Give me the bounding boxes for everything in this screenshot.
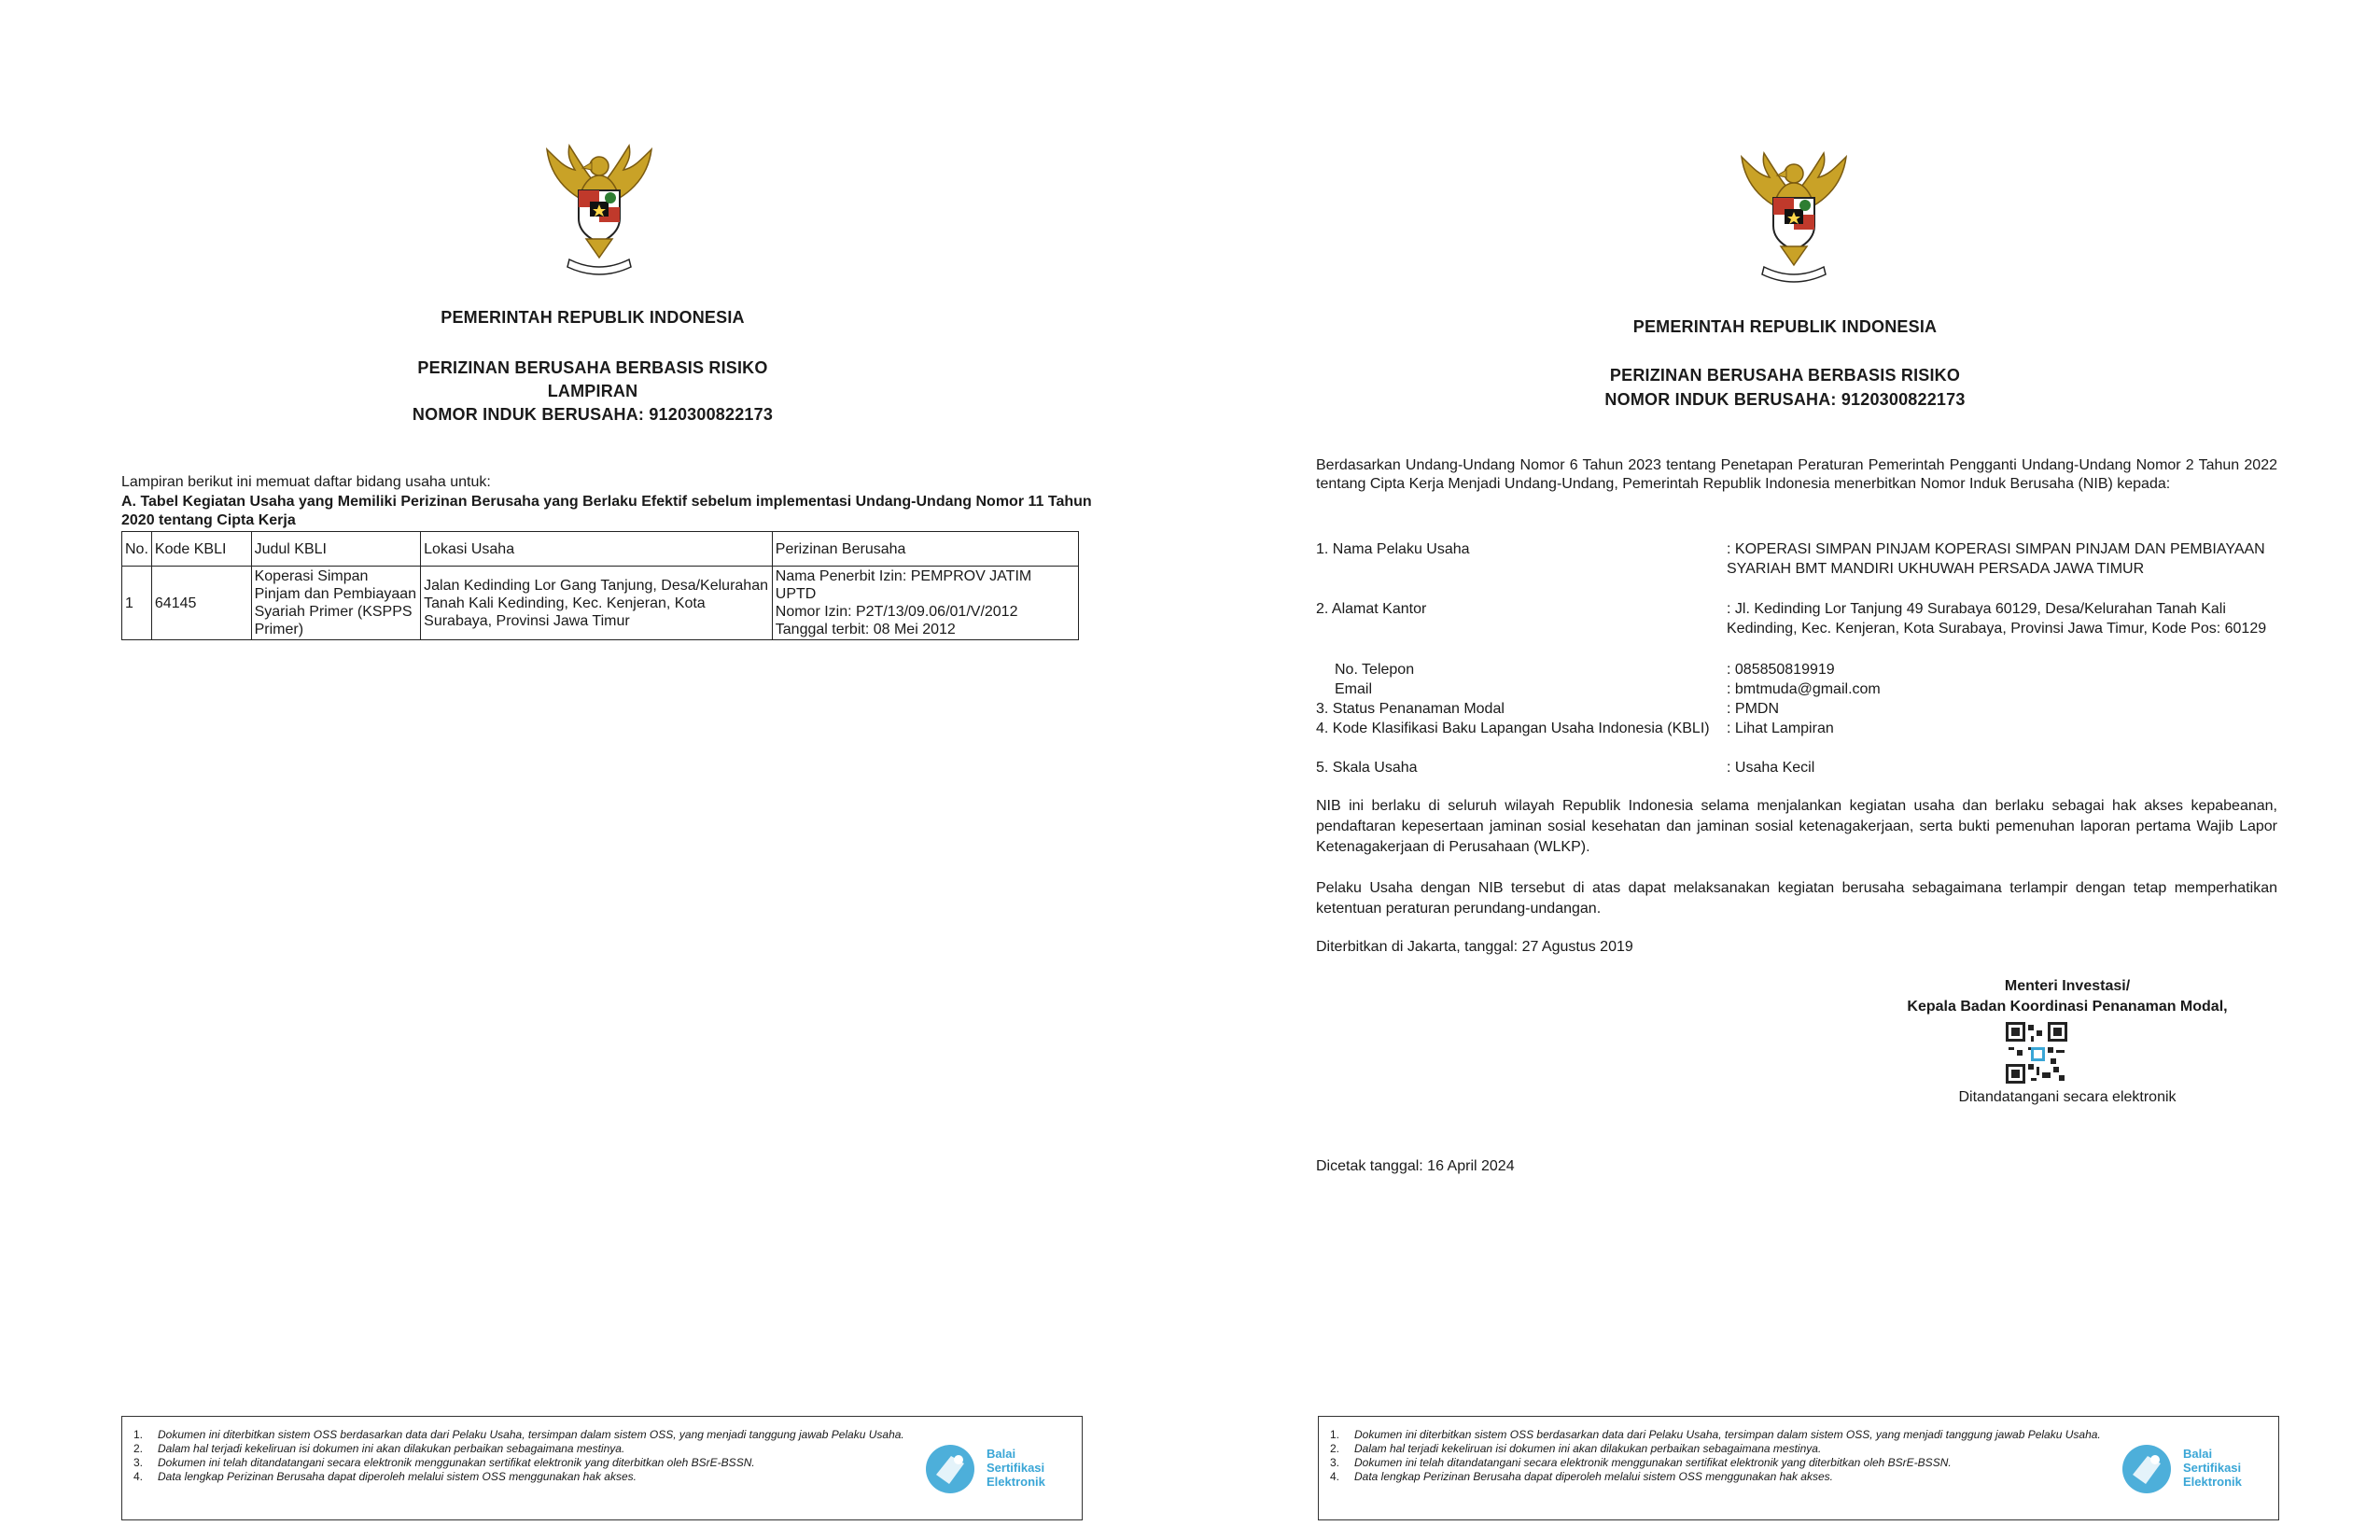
field-value-nama: : KOPERASI SIMPAN PINJAM KOPERASI SIMPAN PINJAM DAN PEMBIAYAAN SYARIAH BMT MANDIRI UKHUWAH PERSADA JAWA TIMUR <box>1727 541 2265 577</box>
column-header-no: No. <box>122 532 152 567</box>
table-row <box>122 567 1079 640</box>
disclaimer-item: 1. Dokumen ini diterbitkan sistem OSS berdasarkan data dari Pelaku Usaha, tersimpan dalam sistem OSS, yang menjadi tanggung jawab Pelaku Usaha. <box>1330 1428 2101 1441</box>
cell-kode-kbli: 64145 <box>151 567 251 640</box>
disclaimer-box <box>121 1416 1083 1520</box>
bsre-seal-icon <box>923 1443 977 1495</box>
legal-basis-paragraph: Berdasarkan Undang-Undang Nomor 6 Tahun 2023 tentang Penetapan Peraturan Pemerintah Pengganti Undang-Undang Nomor 2 Tahun 2022 tentang Cipta Kerja Menjadi Undang-Undang, Pemerintah Republik Indonesia menerbitkan Nomor Induk Berusaha (NIB) kepada: <box>1316 457 2277 492</box>
nib-number: NOMOR INDUK BERUSAHA: 9120300822173 <box>1604 390 1966 409</box>
disclaimer-item: 1. Dokumen ini diterbitkan sistem OSS berdasarkan data dari Pelaku Usaha, tersimpan dalam sistem OSS, yang menjadi tanggung jawab Pelaku Usaha. <box>133 1428 904 1441</box>
field-label-email: Email <box>1335 681 1373 697</box>
cell-no: 1 <box>122 567 152 640</box>
disclaimer-item: 2. Dalam hal terjadi kekeliruan isi dokumen ini akan dilakukan perbaikan sebagaimana mestinya. <box>133 1442 625 1455</box>
field-label-kbli: 4. Kode Klasifikasi Baku Lapangan Usaha Indonesia (KBLI) <box>1316 721 1710 736</box>
cell-lokasi-usaha: Jalan Kedinding Lor Gang Tanjung, Desa/Kelurahan Tanah Kali Kedinding, Kec. Kenjeran, Kota Surabaya, Provinsi Jawa Timur <box>421 567 773 640</box>
nib-number: NOMOR INDUK BERUSAHA: 9120300822173 <box>412 405 774 424</box>
qr-code-icon <box>2006 1022 2067 1084</box>
column-header-kode: Kode KBLI <box>151 532 251 567</box>
table-header-row <box>122 532 1079 567</box>
field-value-kbli: : Lihat Lampiran <box>1727 721 1834 736</box>
disclaimer-item: 2. Dalam hal terjadi kekeliruan isi dokumen ini akan dilakukan perbaikan sebagaimana mestinya. <box>1330 1442 1822 1455</box>
column-header-perizinan: Perizinan Berusaha <box>772 532 1078 567</box>
permission-paragraph: Pelaku Usaha dengan NIB tersebut di atas dapat melaksanakan kegiatan berusaha sebagaimana terlampir dengan tetap memperhatikan ketentuan peraturan perundang-undangan. <box>1316 880 2277 917</box>
nib-certificate-page <box>1190 0 2380 1540</box>
printed-date: Dicetak tanggal: 16 April 2024 <box>1316 1158 1515 1174</box>
bsre-logo: Balai Sertifikasi Elektronik <box>923 1443 1063 1495</box>
cell-judul-kbli: Koperasi Simpan Pinjam dan Pembiayaan Syariah Primer (KSPPS Primer) <box>251 567 421 640</box>
disclaimer-list <box>1330 1428 2105 1484</box>
bsre-seal-icon <box>2120 1443 2174 1495</box>
field-value-telepon: : 085850819919 <box>1727 662 1835 678</box>
field-value-skala: : Usaha Kecil <box>1727 760 1815 776</box>
field-label-telepon: No. Telepon <box>1335 662 1415 678</box>
disclaimer-item: 3. Dokumen ini telah ditandatangani secara elektronik menggunakan sertifikat elektronik yang diterbitkan oleh BSrE-BSSN. <box>1330 1456 1952 1469</box>
validity-paragraph: NIB ini berlaku di seluruh wilayah Republik Indonesia selama menjalankan kegiatan usaha dan berlaku sebagai hak akses kepabeanan, pendaftaran kepesertaan jaminan sosial kesehatan dan jaminan sosial ketenagakerjaan, serta bukti pemenuhan laporan pertama Wajib Lapor Ketenagakerjaan di Perusahaan (WLKP). <box>1316 798 2277 855</box>
disclaimer-list <box>133 1428 908 1484</box>
document-title: PERIZINAN BERUSAHA BERBASIS RISIKO <box>417 358 768 377</box>
cell-perizinan-berusaha <box>772 567 1078 640</box>
government-heading: PEMERINTAH REPUBLIK INDONESIA <box>1632 317 1938 336</box>
izin-nomor: Nomor Izin: P2T/13/09.06/01/V/2012 <box>775 604 1018 620</box>
column-header-lokasi: Lokasi Usaha <box>421 532 773 567</box>
disclaimer-item: 3. Dokumen ini telah ditandatangani secara elektronik menggunakan sertifikat elektronik yang diterbitkan oleh BSrE-BSSN. <box>133 1456 755 1469</box>
document-title: PERIZINAN BERUSAHA BERBASIS RISIKO <box>1609 366 1961 385</box>
field-value-email: : bmtmuda@gmail.com <box>1727 681 1881 697</box>
document-subtitle: LAMPIRAN <box>547 382 638 400</box>
izin-penerbit: Nama Penerbit Izin: PEMPROV JATIM UPTD <box>775 568 1032 602</box>
izin-tanggal: Tanggal terbit: 08 Mei 2012 <box>775 622 956 637</box>
issued-date: Diterbitkan di Jakarta, tanggal: 27 Agustus 2019 <box>1316 939 1633 955</box>
column-header-judul: Judul KBLI <box>251 532 421 567</box>
signed-electronically-note: Ditandatangani secara elektronik <box>1958 1089 2177 1105</box>
bsre-logo: Balai Sertifikasi Elektronik <box>2120 1443 2260 1495</box>
lampiran-page <box>0 0 1185 1540</box>
field-label-nama: 1. Nama Pelaku Usaha <box>1316 541 1470 557</box>
government-heading: PEMERINTAH REPUBLIK INDONESIA <box>441 308 745 327</box>
disclaimer-box <box>1318 1416 2279 1520</box>
field-value-status-modal: : PMDN <box>1727 701 1779 717</box>
field-label-status-modal: 3. Status Penanaman Modal <box>1316 701 1505 717</box>
section-title: A. Tabel Kegiatan Usaha yang Memiliki Perizinan Berusaha yang Berlaku Efektif sebelum implementasi Undang-Undang Nomor 11 Tahun 2020 tentang Cipta Kerja <box>121 494 1092 528</box>
field-label-alamat: 2. Alamat Kantor <box>1316 601 1427 617</box>
disclaimer-item: 4. Data lengkap Perizinan Berusaha dapat diperoleh melalui sistem OSS menggunakan hak akses. <box>133 1470 637 1483</box>
field-label-skala: 5. Skala Usaha <box>1316 760 1418 776</box>
signer-title-1: Menteri Investasi/ <box>2004 978 2131 994</box>
kbli-table <box>121 531 1079 640</box>
garuda-emblem-icon <box>1729 149 1859 289</box>
signer-title-2: Kepala Badan Koordinasi Penanaman Modal, <box>1907 999 2228 1015</box>
lampiran-intro: Lampiran berikut ini memuat daftar bidang usaha untuk: <box>121 474 491 490</box>
garuda-emblem-icon <box>534 142 665 282</box>
field-value-alamat: : Jl. Kedinding Lor Tanjung 49 Surabaya 60129, Desa/Kelurahan Tanah Kali Kedinding, Kec. Kenjeran, Kota Surabaya, Provinsi Jawa Timur, Kode Pos: 60129 <box>1727 601 2267 637</box>
disclaimer-item: 4. Data lengkap Perizinan Berusaha dapat diperoleh melalui sistem OSS menggunakan hak akses. <box>1330 1470 1833 1483</box>
